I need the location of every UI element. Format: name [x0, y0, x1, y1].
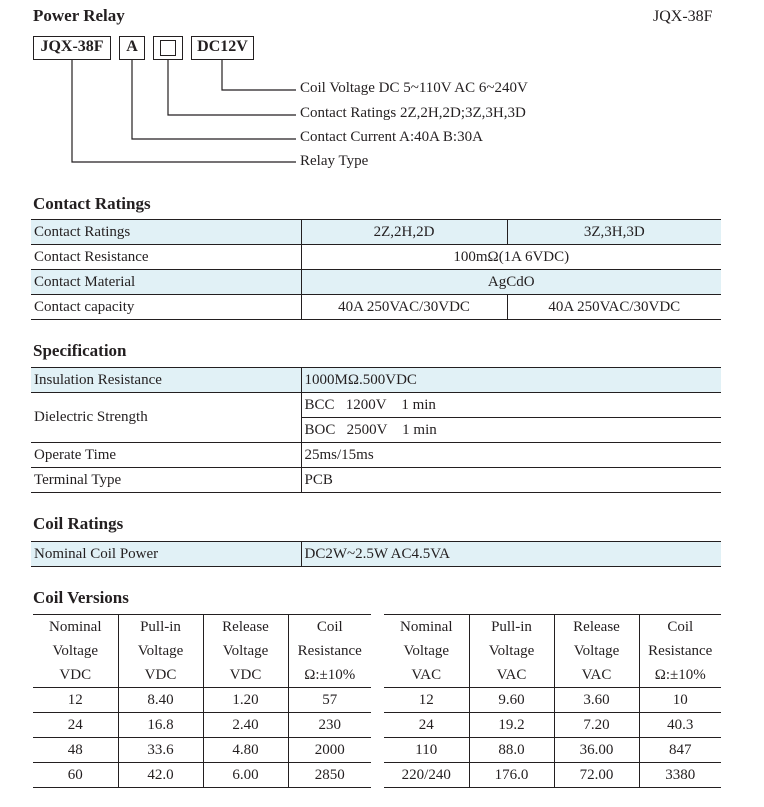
line-contact-current: [132, 60, 296, 139]
header-cell: VAC: [554, 663, 639, 688]
table-row: [384, 688, 721, 713]
table-row: [33, 763, 371, 788]
contact-current-label: Contact Current A:40A B:30A: [300, 129, 483, 145]
row-label: Operate Time: [31, 443, 301, 468]
table-row: [33, 713, 371, 738]
cell: 4.80: [203, 738, 288, 763]
contact-ratings-heading: Contact Ratings: [33, 194, 151, 213]
coil-voltage-label: Coil Voltage DC 5~110V AC 6~240V: [300, 80, 528, 96]
cell: 40A 250VAC/30VDC: [301, 295, 507, 320]
header-row: [384, 639, 721, 663]
cell: 36.00: [554, 738, 639, 763]
header-row: [33, 663, 371, 688]
cell: 25ms/15ms: [301, 443, 721, 468]
header-row: [33, 639, 371, 663]
table-row: [33, 738, 371, 763]
model-number: JQX-38F: [653, 8, 713, 25]
row-label: Dielectric Strength: [31, 393, 301, 443]
header-cell: Voltage: [203, 639, 288, 663]
cell: 6.00: [203, 763, 288, 788]
cell: 7.20: [554, 713, 639, 738]
row-label: Nominal Coil Power: [31, 542, 301, 567]
table-row: [384, 713, 721, 738]
cell: 42.0: [118, 763, 203, 788]
relay-type-label: Relay Type: [300, 153, 369, 169]
cell: 57: [288, 688, 371, 713]
cell: 230: [288, 713, 371, 738]
cell: 12: [33, 688, 118, 713]
cell: PCB: [301, 468, 721, 493]
row-label: Terminal Type: [31, 468, 301, 493]
cell: 1.20: [203, 688, 288, 713]
header-cell: Coil: [639, 615, 721, 640]
cell: 12: [384, 688, 469, 713]
row-label: Contact capacity: [31, 295, 301, 320]
table-row: [384, 763, 721, 788]
line-coil-voltage: [222, 60, 296, 90]
cell: DC2W~2.5W AC4.5VA: [301, 542, 721, 567]
header-cell: Release: [203, 615, 288, 640]
code-box-relay-type: JQX-38F: [33, 36, 111, 60]
cell: 3Z,3H,3D: [507, 220, 721, 245]
cell: 847: [639, 738, 721, 763]
coil-ratings-heading: Coil Ratings: [33, 514, 124, 533]
coil-ratings-table: [31, 541, 721, 567]
cell: 100mΩ(1A 6VDC): [301, 245, 721, 270]
coil-versions-heading: Coil Versions: [33, 588, 129, 607]
cell: 33.6: [118, 738, 203, 763]
header-cell: VDC: [203, 663, 288, 688]
table-row: [384, 738, 721, 763]
table-row: [31, 542, 721, 567]
table-row: [31, 295, 721, 320]
cell: 2Z,2H,2D: [301, 220, 507, 245]
cell: 110: [384, 738, 469, 763]
cell: 2850: [288, 763, 371, 788]
header-cell: Voltage: [554, 639, 639, 663]
cell: BCC 1200V 1 min: [301, 393, 721, 418]
table-row: [33, 688, 371, 713]
table-row: [31, 270, 721, 295]
specification-table: [31, 367, 721, 493]
cell: 48: [33, 738, 118, 763]
header-cell: Ω:±10%: [288, 663, 371, 688]
header-cell: Coil: [288, 615, 371, 640]
header-cell: VAC: [384, 663, 469, 688]
header-cell: Voltage: [33, 639, 118, 663]
cell: 40.3: [639, 713, 721, 738]
table-row: [31, 393, 721, 418]
header-cell: Voltage: [469, 639, 554, 663]
table-row: [31, 368, 721, 393]
cell: 24: [384, 713, 469, 738]
header-cell: Resistance: [297, 643, 362, 659]
row-label: Contact Ratings: [31, 220, 301, 245]
cell: 3380: [639, 763, 721, 788]
header-cell: Nominal: [33, 615, 118, 640]
header-row: [384, 663, 721, 688]
row-label: Contact Resistance: [31, 245, 301, 270]
header-cell: Pull-in: [469, 615, 554, 640]
cell: 24: [33, 713, 118, 738]
cell: 176.0: [469, 763, 554, 788]
header-cell: Release: [554, 615, 639, 640]
code-box-contact-current: A: [119, 36, 145, 60]
header-cell: Voltage: [384, 639, 469, 663]
header-row: [384, 615, 721, 640]
header-cell: Voltage: [118, 639, 203, 663]
header-row: [33, 615, 371, 640]
cell: 88.0: [469, 738, 554, 763]
row-label: Contact Material: [31, 270, 301, 295]
cell: 1000MΩ.500VDC: [301, 368, 721, 393]
line-contact-ratings: [168, 60, 296, 115]
cell: AgCdO: [301, 270, 721, 295]
row-label: Insulation Resistance: [31, 368, 301, 393]
table-row: [31, 443, 721, 468]
cell: 8.40: [118, 688, 203, 713]
cell: 19.2: [469, 713, 554, 738]
cell: 72.00: [554, 763, 639, 788]
contact-ratings-label: Contact Ratings 2Z,2H,2D;3Z,3H,3D: [300, 105, 526, 121]
cell: BOC 2500V 1 min: [301, 418, 721, 443]
header-cell: Pull-in: [118, 615, 203, 640]
contact-ratings-table: [31, 219, 721, 320]
header-cell: VDC: [33, 663, 118, 688]
cell: 60: [33, 763, 118, 788]
cell: 2.40: [203, 713, 288, 738]
cell: 3.60: [554, 688, 639, 713]
cell: 16.8: [118, 713, 203, 738]
page-title: Power Relay: [33, 6, 125, 25]
coil-versions-ac-table: [384, 614, 721, 788]
code-box-coil-voltage: DC12V: [191, 36, 254, 60]
cell: 40A 250VAC/30VDC: [507, 295, 721, 320]
cell: 2000: [288, 738, 371, 763]
specification-heading: Specification: [33, 341, 127, 360]
table-row: [31, 245, 721, 270]
header-cell: Resistance: [648, 643, 713, 659]
line-relay-type: [72, 60, 296, 162]
table-row: [31, 468, 721, 493]
header-cell: Nominal: [384, 615, 469, 640]
table-row: [31, 220, 721, 245]
cell: 9.60: [469, 688, 554, 713]
cell: 10: [639, 688, 721, 713]
header-cell: VAC: [469, 663, 554, 688]
header-cell: Ω:±10%: [639, 663, 721, 688]
coil-versions-dc-table: [33, 614, 371, 788]
cell: 220/240: [384, 763, 469, 788]
header-cell: VDC: [118, 663, 203, 688]
